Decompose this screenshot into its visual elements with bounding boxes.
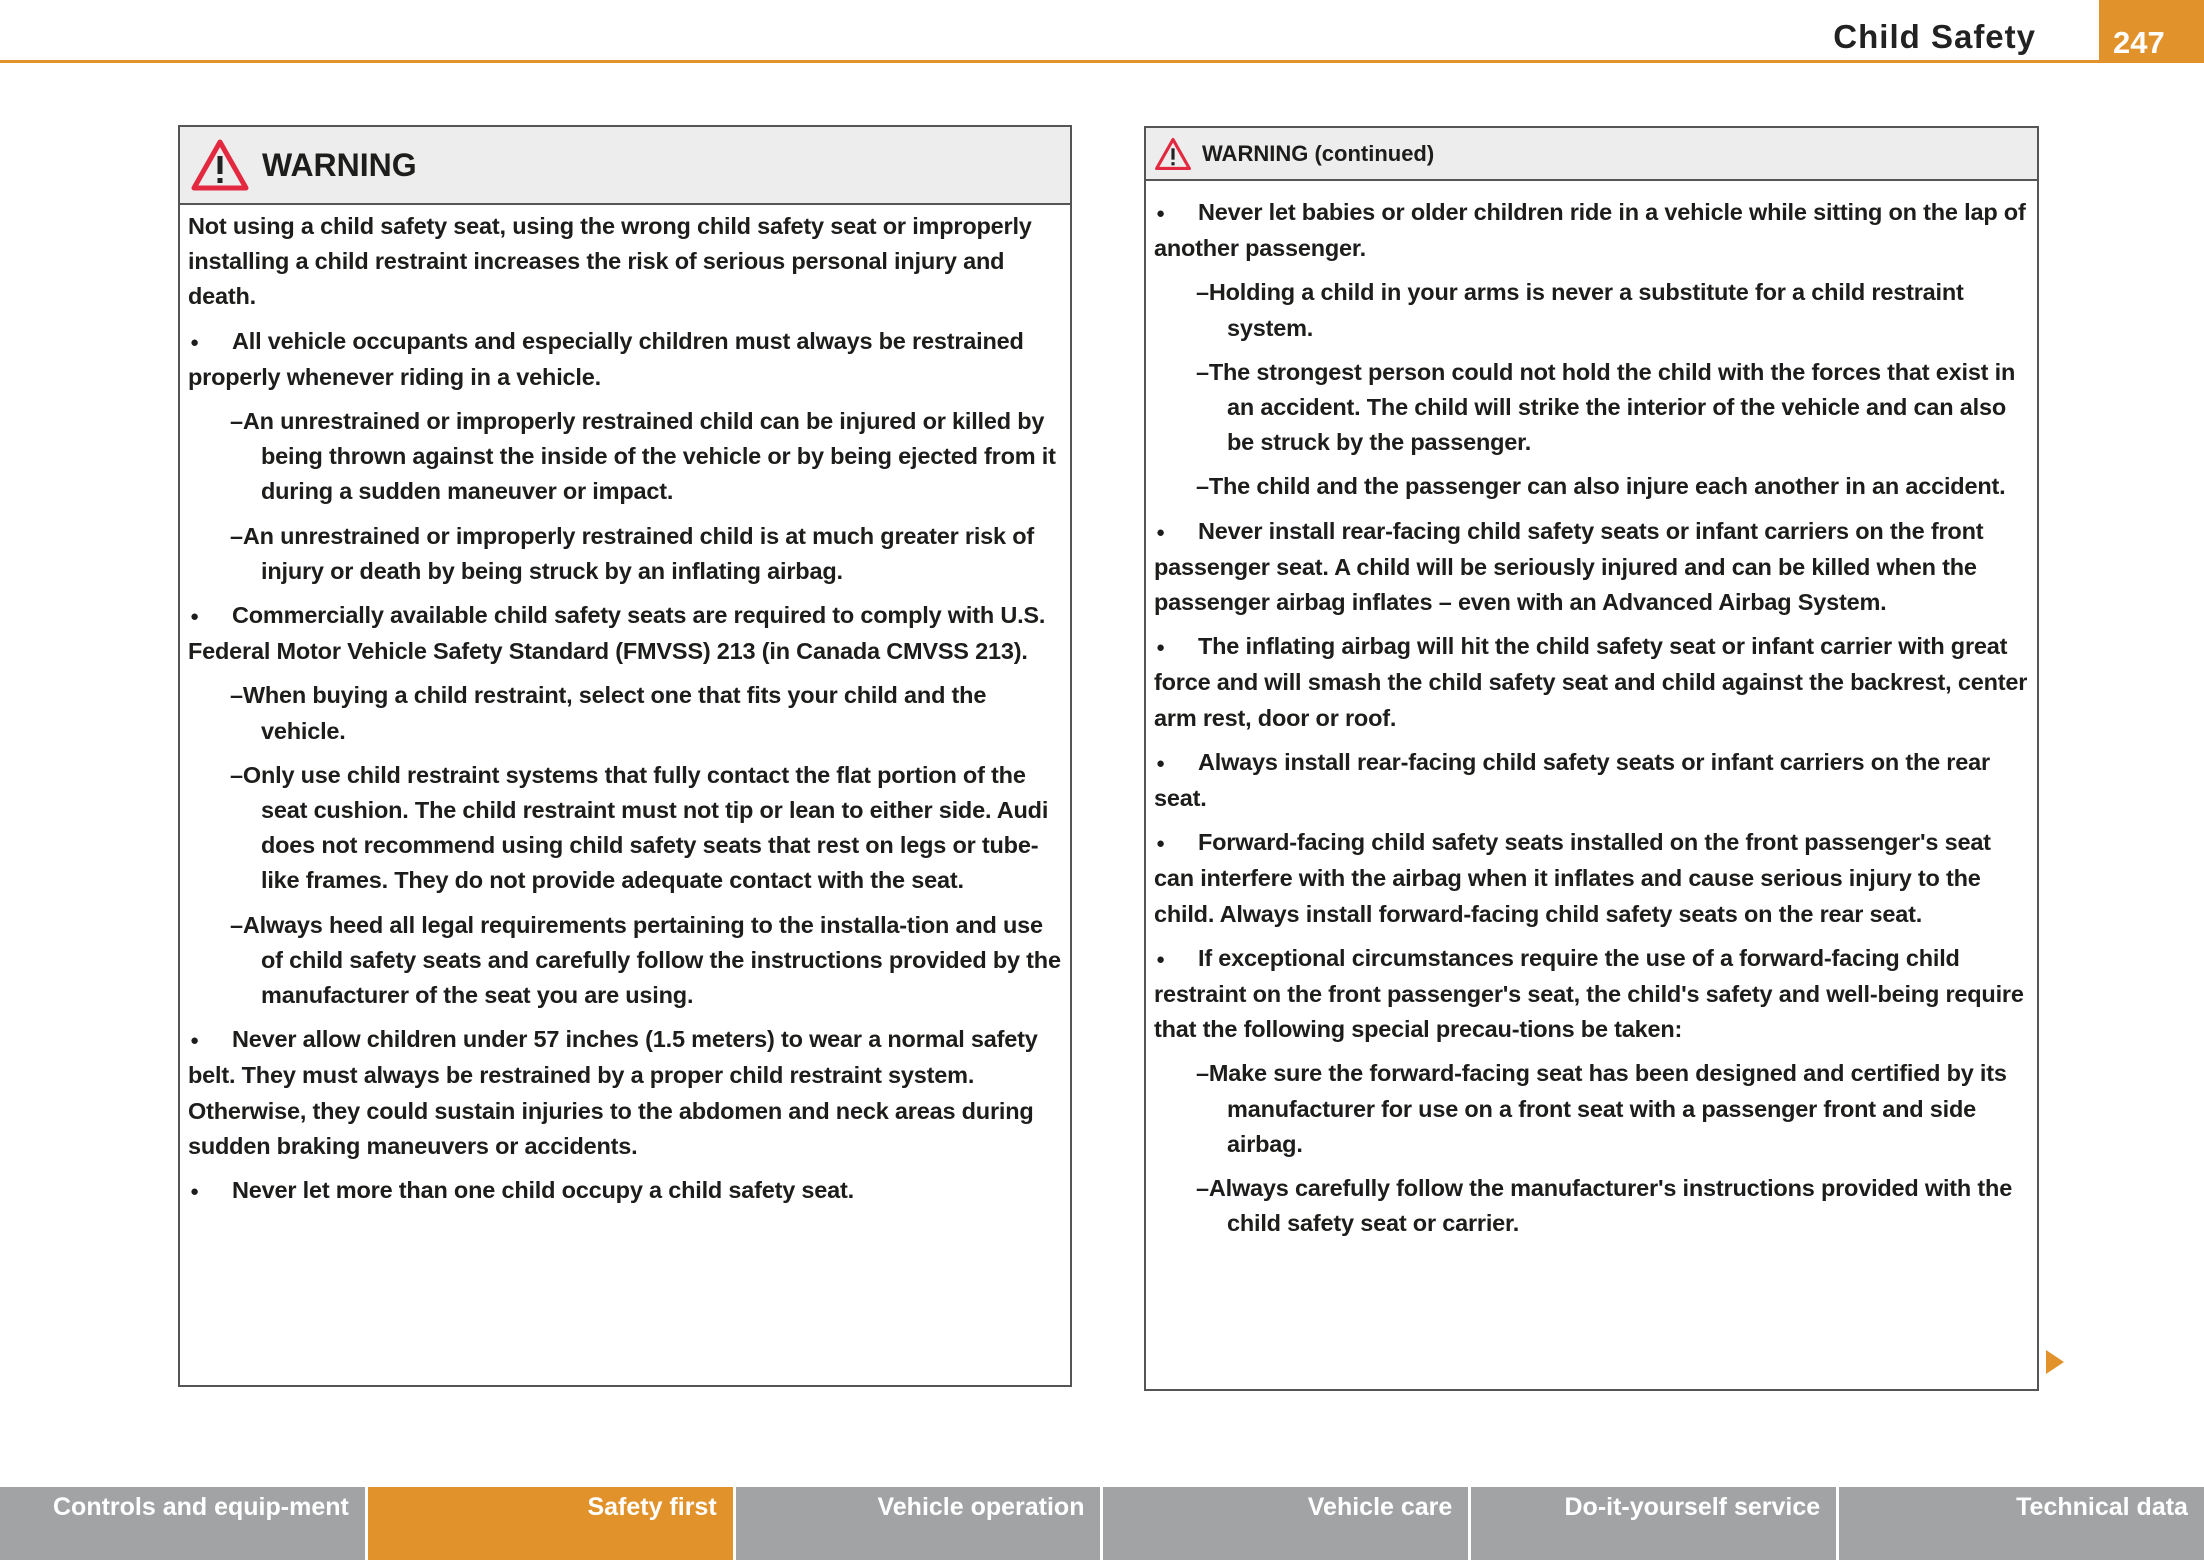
warning-continued-body (1146, 181, 2037, 1241)
warning-header (180, 127, 1070, 205)
warning-triangle-icon (1154, 137, 1192, 171)
item-text: If exceptional circumstances require the use of a forward-facing child restraint on the front passenger's seat, the child's safety and well-being require that the following special precau-tions be taken: (1154, 944, 2024, 1043)
warning-body (180, 205, 1070, 1209)
warning-box (178, 125, 1072, 1387)
bullet-item (188, 324, 1062, 395)
bullet-item (1154, 745, 2029, 816)
warning-triangle-icon (190, 138, 250, 192)
sub-item (188, 678, 1062, 748)
bullet-item (1154, 514, 2029, 621)
sub-item (1154, 1171, 2029, 1241)
dash-icon: – (1196, 358, 1209, 385)
chapter-tab[interactable]: Controls and equip-ment (0, 1487, 365, 1560)
warning-continued-header (1146, 128, 2037, 181)
item-text: Never install rear-facing child safety seats or infant carriers on the front passenger seat. A child will be seriously injured and can be killed when the passenger airbag inflates – even with an Advanced Airbag System. (1154, 517, 1984, 616)
sub-item (188, 519, 1062, 589)
item-text: Not using a child safety seat, using the wrong child safety seat or improperly installing a child restraint increases the risk of serious personal injury and death. (188, 213, 1032, 310)
item-text: All vehicle occupants and especially children must always be restrained properly whenever riding in a vehicle. (188, 327, 1024, 390)
item-text: Holding a child in your arms is never a substitute for a child restraint system. (1208, 279, 1964, 341)
sub-item (188, 758, 1062, 899)
bullet-item (1154, 825, 2029, 932)
item-text: Forward-facing child safety seats installed on the front passenger's seat can interfere with the airbag when it inflates and cause serious injury to the child. Always install forward-facing child safety seats on the rear seat. (1154, 829, 1991, 927)
chapter-nav (0, 1487, 2204, 1560)
item-text: Commercially available child safety seats are required to comply with U.S. Federal Motor Vehicle Safety Standard (FMVSS) 213 (in Canada CMVSS 213). (188, 602, 1046, 665)
chapter-title: Child Safety (1833, 18, 2036, 55)
dash-icon: – (1196, 473, 1209, 500)
item-text: Never allow children under 57 inches (1.5 meters) to wear a normal safety belt. They must always be restrained by a proper child restraint system. Otherwise, they could sustain injuries to the abdomen and neck areas during sudden braking maneuvers or accidents. (188, 1026, 1038, 1159)
chapter-tab[interactable]: Safety first (368, 1487, 733, 1560)
sub-item (1154, 355, 2029, 461)
sub-item (188, 908, 1062, 1014)
bullet-item (188, 1022, 1062, 1164)
chapter-tab[interactable]: Vehicle operation (736, 1487, 1101, 1560)
sub-item (1154, 469, 2029, 504)
item-text: Never let babies or older children ride in a vehicle while sitting on the lap of another passenger. (1154, 199, 2026, 262)
item-text: The child and the passenger can also injure each another in an accident. (1208, 473, 2006, 500)
warning-title: WARNING (262, 146, 417, 183)
chapter-tab[interactable]: Do-it-yourself service (1471, 1487, 1836, 1560)
header-rule (0, 60, 2099, 63)
sub-item (1154, 1056, 2029, 1162)
bullet-item (1154, 941, 2029, 1048)
item-text: The inflating airbag will hit the child safety seat or infant carrier with great force and will smash the child safety seat and child against the backrest, center arm rest, door or roof. (1154, 633, 2028, 731)
item-text: An unrestrained or improperly restrained child is at much greater risk of injury or death by being struck by an inflating airbag. (242, 522, 1035, 584)
item-text: When buying a child restraint, select one that fits your child and the vehicle. (242, 682, 987, 744)
chapter-tab[interactable]: Vehicle care (1103, 1487, 1468, 1560)
item-text: Always carefully follow the manufacturer's instructions provided with the child safety seat or carrier. (1208, 1175, 2013, 1237)
dash-icon: – (230, 761, 243, 788)
item-text: Never let more than one child occupy a child safety seat. (232, 1177, 854, 1204)
item-text: Always heed all legal requirements pertaining to the installa-tion and use of child safety seats and carefully follow the instructions provided by the manufacturer of the seat you are using. (242, 911, 1061, 1009)
continue-arrow-icon[interactable] (2046, 1350, 2064, 1374)
item-text: Only use child restraint systems that fully contact the flat portion of the seat cushion. The child restraint must not tip or lean to either side. Audi does not recommend using child safety seats that rest on legs or tube-like frames. They do not provide adequate contact with the seat. (242, 761, 1049, 894)
sub-item (188, 404, 1062, 510)
bullet-item (188, 1173, 1062, 1209)
chapter-tab[interactable]: Technical data (1839, 1487, 2204, 1560)
bullet-item (188, 598, 1062, 669)
warning-continued-box (1144, 126, 2039, 1391)
dash-icon: – (230, 682, 243, 709)
dash-icon: – (1196, 1060, 1209, 1087)
dash-icon: – (230, 911, 243, 938)
dash-icon: – (1196, 279, 1209, 306)
item-text: The strongest person could not hold the child with the forces that exist in an accident. The child will strike the interior of the vehicle and can also be struck by the passenger. (1208, 358, 2016, 456)
warning-continued-title: WARNING (continued) (1202, 140, 1435, 166)
bullet-item (1154, 195, 2029, 266)
dash-icon: – (1196, 1175, 1209, 1202)
item-text: An unrestrained or improperly restrained child can be injured or killed by being thrown against the inside of the vehicle or by being ejected from it during a sudden maneuver or impact. (242, 408, 1056, 505)
item-text: Make sure the forward-facing seat has been designed and certified by its manufacturer for use on a front seat with a passenger front and side airbag. (1208, 1060, 2007, 1157)
page-number: 247 (2099, 0, 2204, 63)
intro-paragraph (188, 209, 1062, 315)
sub-item (1154, 275, 2029, 345)
item-text: Always install rear-facing child safety seats or infant carriers on the rear seat. (1154, 748, 1990, 812)
dash-icon: – (230, 522, 243, 549)
dash-icon: – (230, 408, 243, 435)
bullet-item (1154, 629, 2029, 736)
